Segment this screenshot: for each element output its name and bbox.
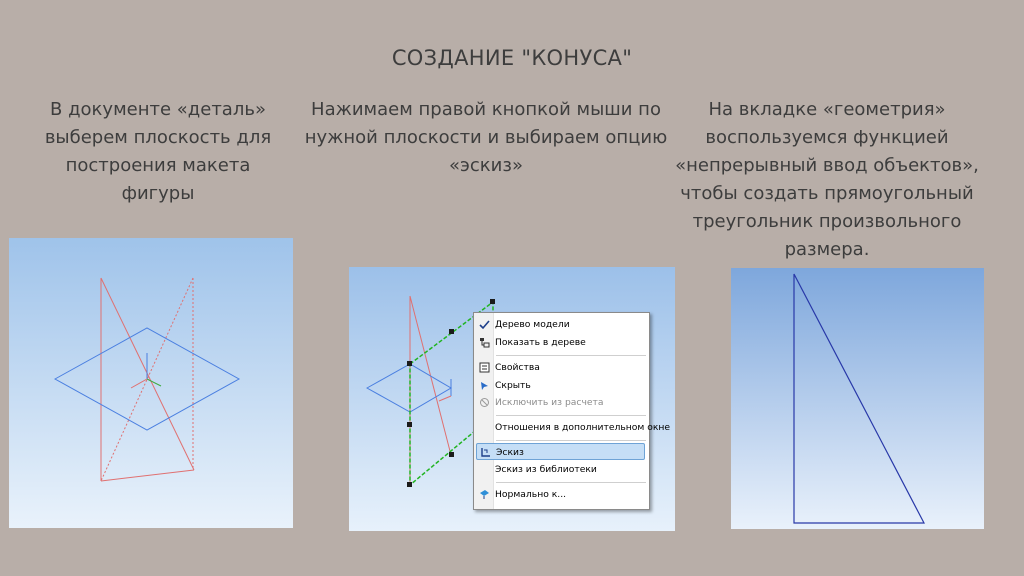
menu-item-properties[interactable]: Свойства bbox=[476, 359, 645, 376]
step-1-caption: В документе «деталь» выберем плоскость для построения макета фигуры bbox=[44, 99, 272, 204]
y-axis bbox=[147, 379, 161, 386]
slide-title: СОЗДАНИЕ "КОНУСА" bbox=[391, 46, 633, 70]
x-axis bbox=[131, 379, 147, 388]
menu-item-exclude[interactable]: Исключить из расчета bbox=[476, 394, 645, 411]
step-3-caption: На вкладке «геометрия» воспользуемся функцией «непрерывный ввод объектов», чтобы создать прямоугольный треугольник произвольного размера. bbox=[675, 99, 979, 260]
red-plane-edge bbox=[101, 470, 194, 481]
exclude-icon bbox=[479, 397, 490, 408]
menu-item-model-tree[interactable]: Дерево модели bbox=[476, 316, 645, 333]
triangle-drawing bbox=[731, 268, 984, 529]
hide-icon bbox=[479, 380, 490, 391]
menu-item-relations[interactable]: Отношения в дополнительном окне bbox=[495, 422, 671, 433]
menu-separator bbox=[496, 355, 646, 356]
menu-item-normal-to[interactable]: Нормально к... bbox=[476, 486, 645, 503]
planes-drawing bbox=[9, 238, 293, 528]
menu-item-show-in-tree[interactable]: Показать в дереве bbox=[476, 334, 645, 351]
normal-to-icon bbox=[479, 489, 490, 500]
menu-separator bbox=[496, 482, 646, 483]
context-menu bbox=[473, 312, 671, 510]
step-2-caption: Нажимаем правой кнопкой мыши по нужной плоскости и выбираем опцию «эскиз» bbox=[304, 99, 668, 176]
menu-item-hide[interactable]: Скрыть bbox=[476, 377, 645, 394]
check-icon bbox=[479, 319, 490, 330]
planes-viewport[interactable] bbox=[9, 238, 293, 528]
tree-locate-icon bbox=[479, 337, 490, 348]
sketch-icon bbox=[480, 447, 491, 458]
properties-icon bbox=[479, 362, 490, 373]
menu-separator bbox=[496, 440, 646, 441]
right-triangle bbox=[794, 274, 924, 523]
triangle-viewport[interactable] bbox=[731, 268, 984, 529]
menu-separator bbox=[496, 415, 646, 416]
menu-item-sketch[interactable]: Эскиз bbox=[476, 443, 645, 460]
menu-item-sketch-from-library[interactable]: Эскиз из библиотеки bbox=[495, 464, 597, 475]
context-menu-viewport[interactable] bbox=[349, 267, 675, 531]
